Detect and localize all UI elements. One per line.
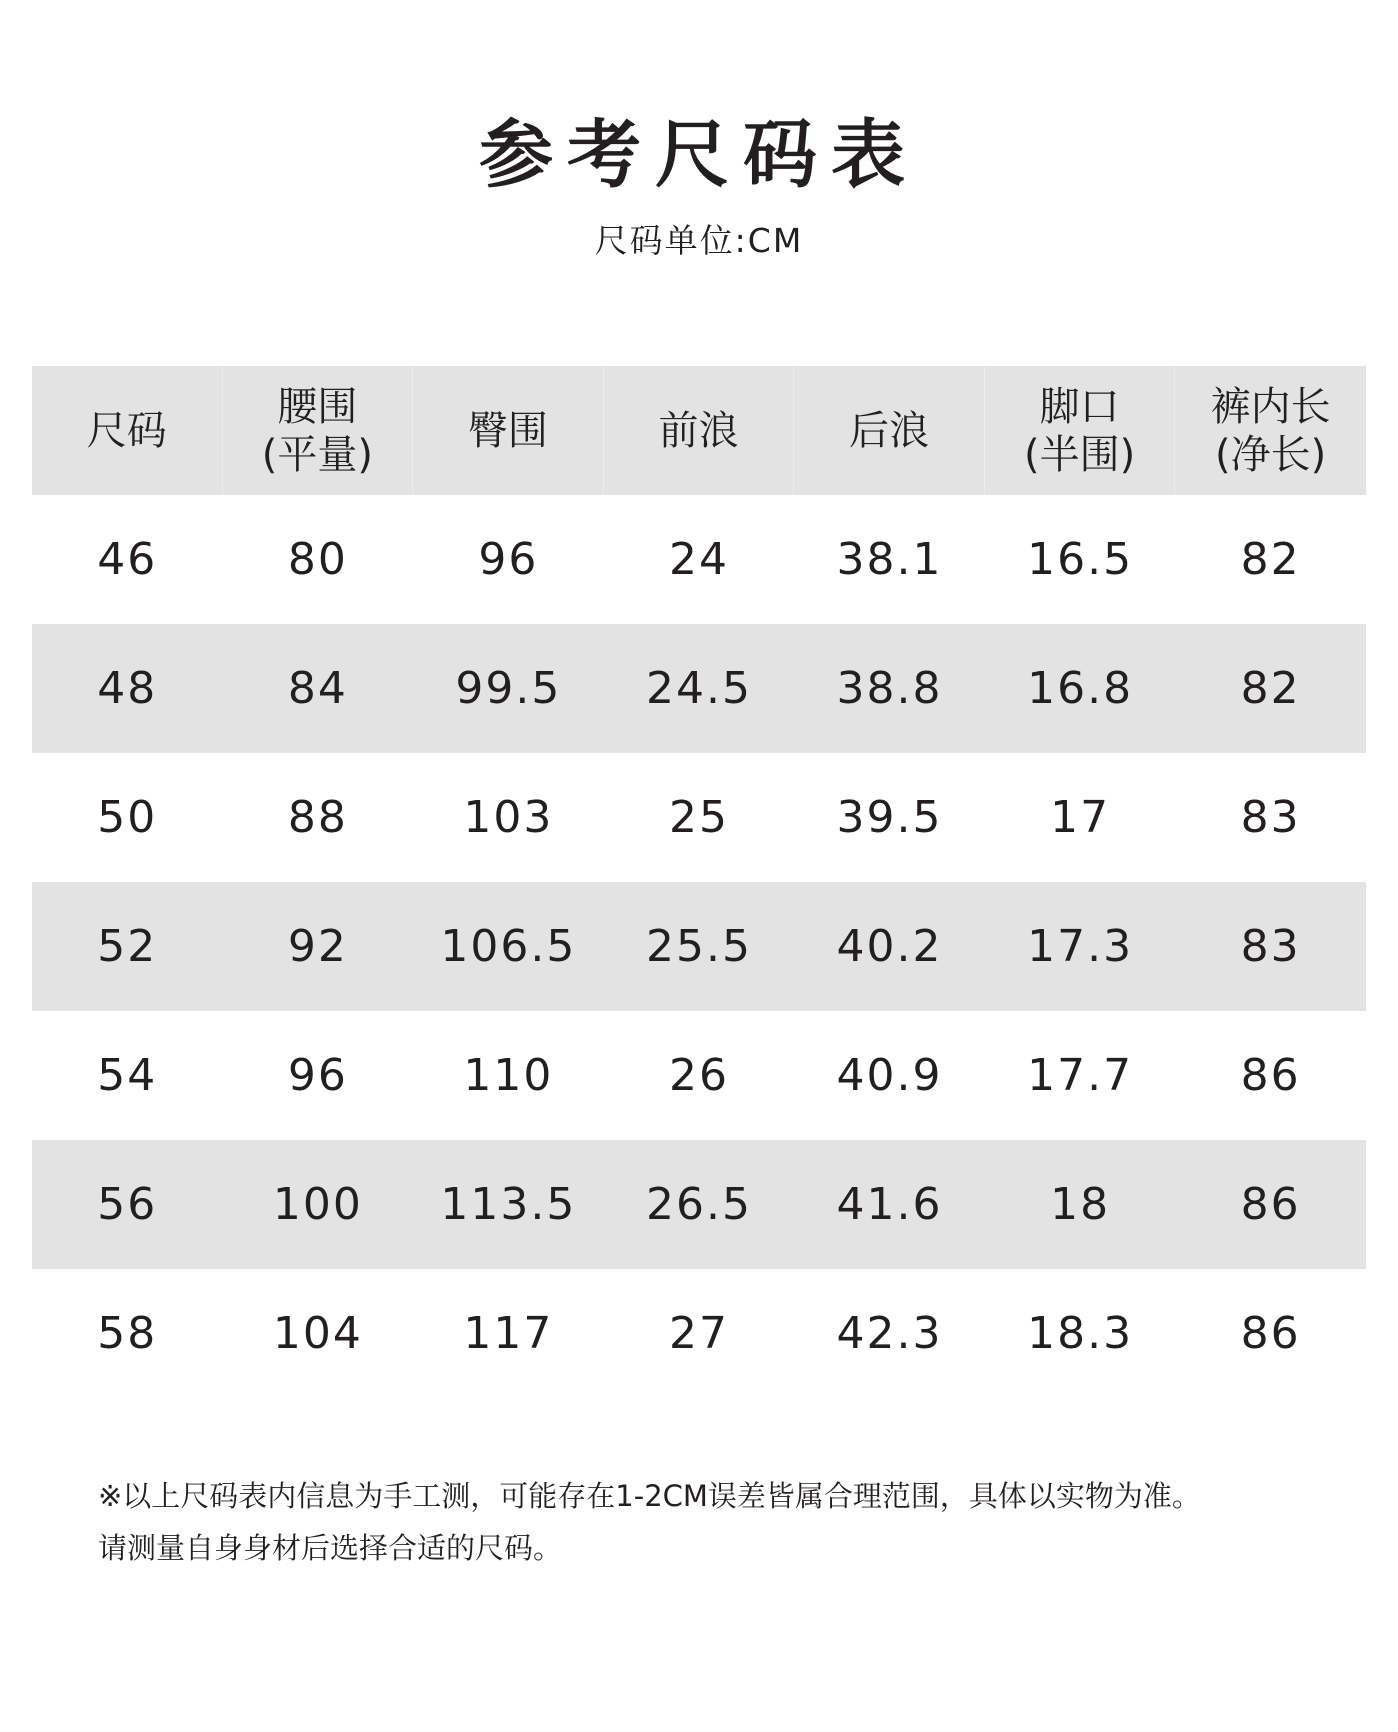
cell-back-rise: 40.9 (836, 1050, 943, 1101)
header-leg-opening: 脚口 (半围) (985, 366, 1176, 495)
cell-waist: 104 (272, 1308, 363, 1359)
note-line-2: 请测量自身身材后选择合适的尺码。 (98, 1531, 563, 1565)
table-row (32, 1269, 1366, 1398)
cell-size: 48 (97, 663, 158, 714)
cell-inseam: 86 (1240, 1179, 1301, 1230)
cell-waist: 80 (287, 534, 348, 585)
header-hip: 臀围 (413, 366, 604, 495)
cell-hip: 96 (478, 534, 539, 585)
header-front-rise: 前浪 (604, 366, 795, 495)
cell-hip: 103 (463, 792, 554, 843)
cell-inseam: 86 (1240, 1308, 1301, 1359)
cell-front-rise: 24 (668, 534, 729, 585)
table-row (32, 624, 1366, 753)
cell-hip: 113.5 (440, 1179, 577, 1230)
cell-waist: 96 (287, 1050, 348, 1101)
cell-hip: 106.5 (440, 921, 577, 972)
cell-size: 50 (97, 792, 158, 843)
cell-leg-opening: 18 (1050, 1179, 1111, 1230)
cell-size: 54 (97, 1050, 158, 1101)
cell-leg-opening: 17.3 (1027, 921, 1134, 972)
cell-back-rise: 41.6 (836, 1179, 943, 1230)
cell-leg-opening: 16.8 (1027, 663, 1134, 714)
notes (98, 1470, 1358, 1574)
cell-back-rise: 40.2 (836, 921, 943, 972)
header-inseam: 裤内长 (净长) (1210, 383, 1331, 478)
header-back-rise: 后浪 (794, 366, 985, 495)
cell-waist: 88 (287, 792, 348, 843)
table-header-row (32, 366, 1366, 495)
cell-hip: 117 (463, 1308, 554, 1359)
cell-size: 46 (97, 534, 158, 585)
table-row (32, 882, 1366, 1011)
table-row (32, 1011, 1366, 1140)
cell-leg-opening: 16.5 (1027, 534, 1134, 585)
page-title: 参考尺码表 (479, 112, 919, 198)
table-row (32, 753, 1366, 882)
cell-waist: 92 (287, 921, 348, 972)
cell-hip: 110 (463, 1050, 554, 1101)
cell-front-rise: 27 (668, 1308, 729, 1359)
cell-inseam: 83 (1240, 792, 1301, 843)
cell-back-rise: 39.5 (836, 792, 943, 843)
cell-inseam: 82 (1240, 534, 1301, 585)
cell-inseam: 82 (1240, 663, 1301, 714)
cell-waist: 100 (272, 1179, 363, 1230)
cell-back-rise: 38.1 (836, 534, 943, 585)
size-chart-table (32, 366, 1366, 1398)
note-line-1: ※以上尺码表内信息为手工测，可能存在1-2CM误差皆属合理范围，具体以实物为准。 (98, 1479, 1201, 1513)
cell-inseam: 83 (1240, 921, 1301, 972)
cell-size: 52 (97, 921, 158, 972)
cell-leg-opening: 17.7 (1027, 1050, 1134, 1101)
cell-leg-opening: 17 (1050, 792, 1111, 843)
cell-leg-opening: 18.3 (1027, 1308, 1134, 1359)
cell-front-rise: 24.5 (645, 663, 752, 714)
table-row (32, 1140, 1366, 1269)
header-size: 尺码 (32, 366, 223, 495)
cell-waist: 84 (287, 663, 348, 714)
cell-inseam: 86 (1240, 1050, 1301, 1101)
cell-front-rise: 26 (668, 1050, 729, 1101)
header-waist: 腰围 (平量) (223, 366, 414, 495)
cell-front-rise: 25 (668, 792, 729, 843)
cell-front-rise: 26.5 (645, 1179, 752, 1230)
cell-back-rise: 42.3 (836, 1308, 943, 1359)
cell-back-rise: 38.8 (836, 663, 943, 714)
unit-subtitle: 尺码单位:CM (594, 221, 804, 260)
cell-front-rise: 25.5 (645, 921, 752, 972)
cell-size: 56 (97, 1179, 158, 1230)
table-body (32, 495, 1366, 1398)
cell-size: 58 (97, 1308, 158, 1359)
table-row (32, 495, 1366, 624)
cell-hip: 99.5 (455, 663, 562, 714)
